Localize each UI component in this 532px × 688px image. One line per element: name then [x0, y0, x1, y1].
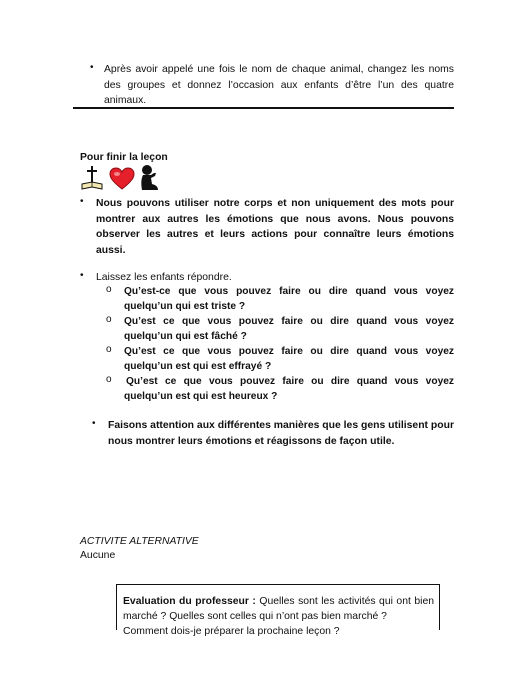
attention-bullet	[92, 418, 454, 449]
intro-bullet-text: Après avoir appelé une fois le nom de chaque animal, changez les noms des groupes et donnez l’occasion aux enfants d’être l’un des quatre animaux.	[104, 64, 454, 106]
circle-bullet: o	[106, 314, 112, 325]
heart-icon	[109, 167, 135, 191]
bullet-dot: •	[92, 418, 96, 429]
question-list	[106, 284, 454, 404]
question-line-1: Qu’est ce que vous pouvez faire ou dire quand vous voyez	[124, 346, 454, 357]
finish-lesson-heading: Pour finir la leçon	[80, 152, 168, 163]
question-line-2: quelqu’un qui est triste ?	[124, 301, 246, 312]
section-divider	[73, 107, 454, 109]
question-line-2: quelqu’un est qui est heureux ?	[124, 391, 278, 402]
praying-child-icon	[138, 164, 164, 192]
emotions-bullet-text: Nous pouvons utiliser notre corps et non uniquement des mots pour montrer aux autres les émotions que nous avons. Nous pouvons observer les autres et leurs actions pour connaître leurs émotions aussi.	[96, 198, 454, 256]
circle-bullet: o	[106, 344, 112, 355]
question-line-2: quelqu’un est qui est effrayé ?	[124, 361, 272, 372]
icons-row	[80, 164, 170, 194]
evaluation-text	[123, 594, 434, 624]
question-line-1: Qu’est ce que vous pouvez faire ou dire quand vous voyez	[126, 376, 454, 387]
respond-bullet-text: Laissez les enfants répondre.	[96, 272, 232, 283]
circle-bullet: o	[106, 284, 112, 295]
alternative-activity-value: Aucune	[80, 550, 116, 561]
evaluation-label: Evaluation du professeur :	[123, 596, 256, 607]
bullet-dot: •	[80, 270, 84, 281]
attention-bullet-text: Faisons attention aux différentes manières que les gens utilisent pour nous montrer leurs émotions et réagissons de façon utile.	[108, 420, 454, 447]
teacher-evaluation-box	[116, 584, 440, 637]
evaluation-questions: Quelles sont les activités qui ont bien marché ? Quelles sont celles qui n’ont pas bien marché ?	[123, 596, 434, 622]
question-line-1: Qu’est ce que vous pouvez faire ou dire quand vous voyez	[124, 316, 454, 327]
question-line-1: Qu’est-ce que vous pouvez faire ou dire quand vous voyez	[124, 286, 454, 297]
bible-cross-icon	[80, 164, 106, 192]
circle-bullet: o	[106, 374, 112, 385]
bullet-dot: •	[90, 62, 94, 73]
alternative-activity-heading: ACTIVITE ALTERNATIVE	[80, 536, 199, 547]
evaluation-cut-line: Comment dois-je préparer la prochaine leçon ?	[123, 626, 340, 637]
question-line-2: quelqu’un qui est fâché ?	[124, 331, 247, 342]
intro-bullet	[90, 62, 454, 109]
bullet-dot: •	[80, 196, 84, 207]
emotions-bullet	[80, 196, 454, 258]
